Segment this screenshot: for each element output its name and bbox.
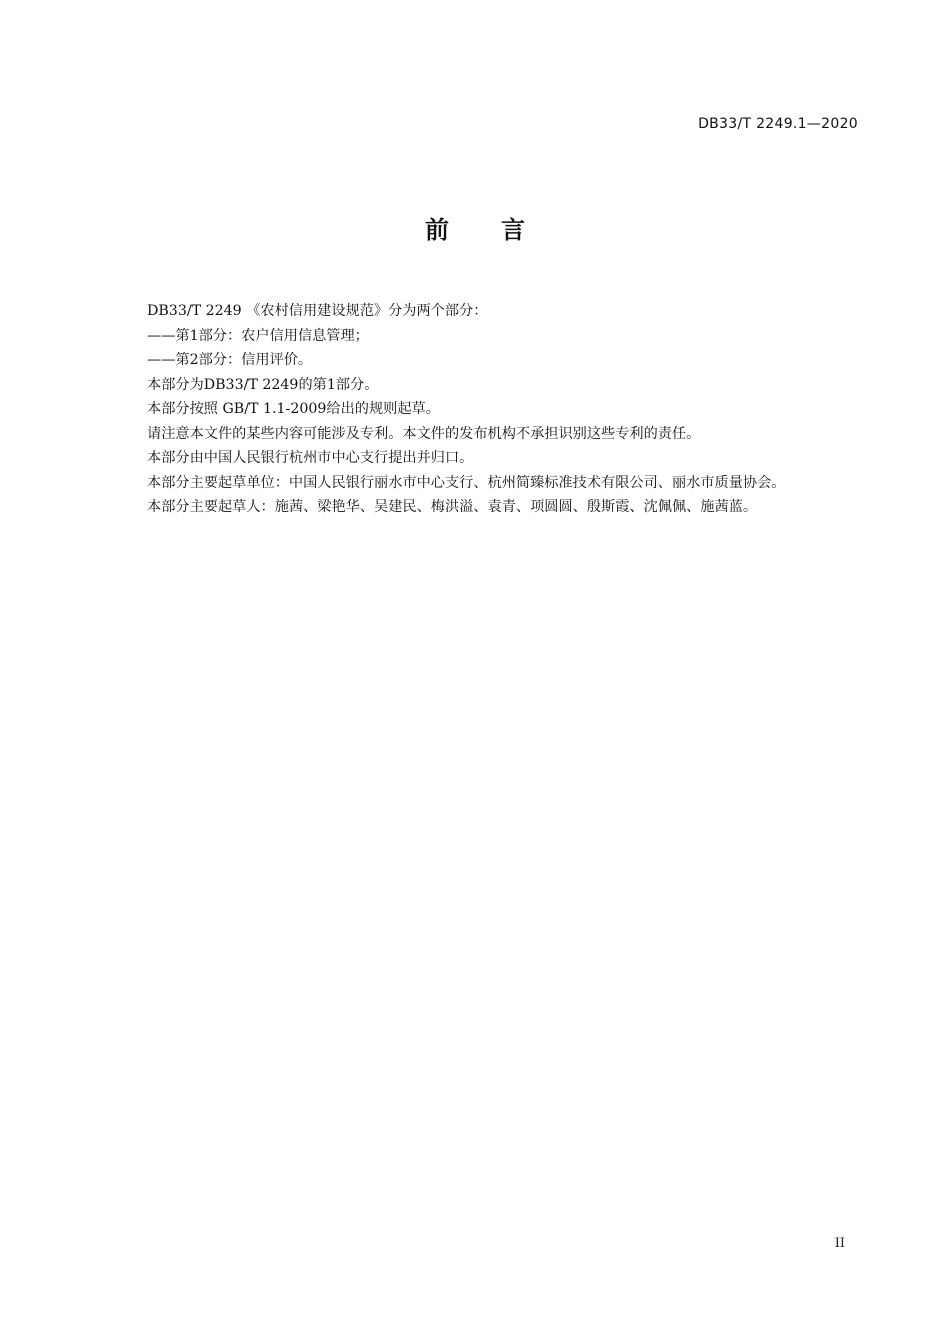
page-number: II (834, 1236, 845, 1251)
paragraph-parts-intro: DB33/T 2249 《农村信用建设规范》分为两个部分： (147, 303, 488, 319)
page-title: 前言 (425, 216, 577, 244)
paragraph-this-part: 本部分为DB33/T 2249的第1部分。 (147, 376, 379, 393)
foreword-body (114, 299, 862, 520)
paragraph-part-1: ——第1部分：农户信用信息管理； (147, 327, 369, 344)
paragraph-proposer: 本部分由中国人民银行杭州市中心支行提出并归口。 (147, 450, 474, 466)
document-code: DB33/T 2249.1—2020 (698, 116, 858, 132)
paragraph-patent-notice: 请注意本文件的某些内容可能涉及专利。本文件的发布机构不承担识别这些专利的责任。 (147, 425, 701, 442)
paragraph-drafters: 本部分主要起草人：施茜、梁艳华、吴建民、梅洪溢、袁青、项圆圆、殷斯霞、沈佩佩、施茜蓝。 (147, 499, 758, 515)
paragraph-part-2: ——第2部分：信用评价。 (147, 352, 313, 368)
paragraph-drafting-units: 本部分主要起草单位：中国人民银行丽水市中心支行、杭州简臻标准技术有限公司、丽水市质量协会。 (147, 474, 786, 491)
paragraph-drafting-rules: 本部分按照 GB/T 1.1-2009给出的规则起草。 (147, 401, 440, 417)
